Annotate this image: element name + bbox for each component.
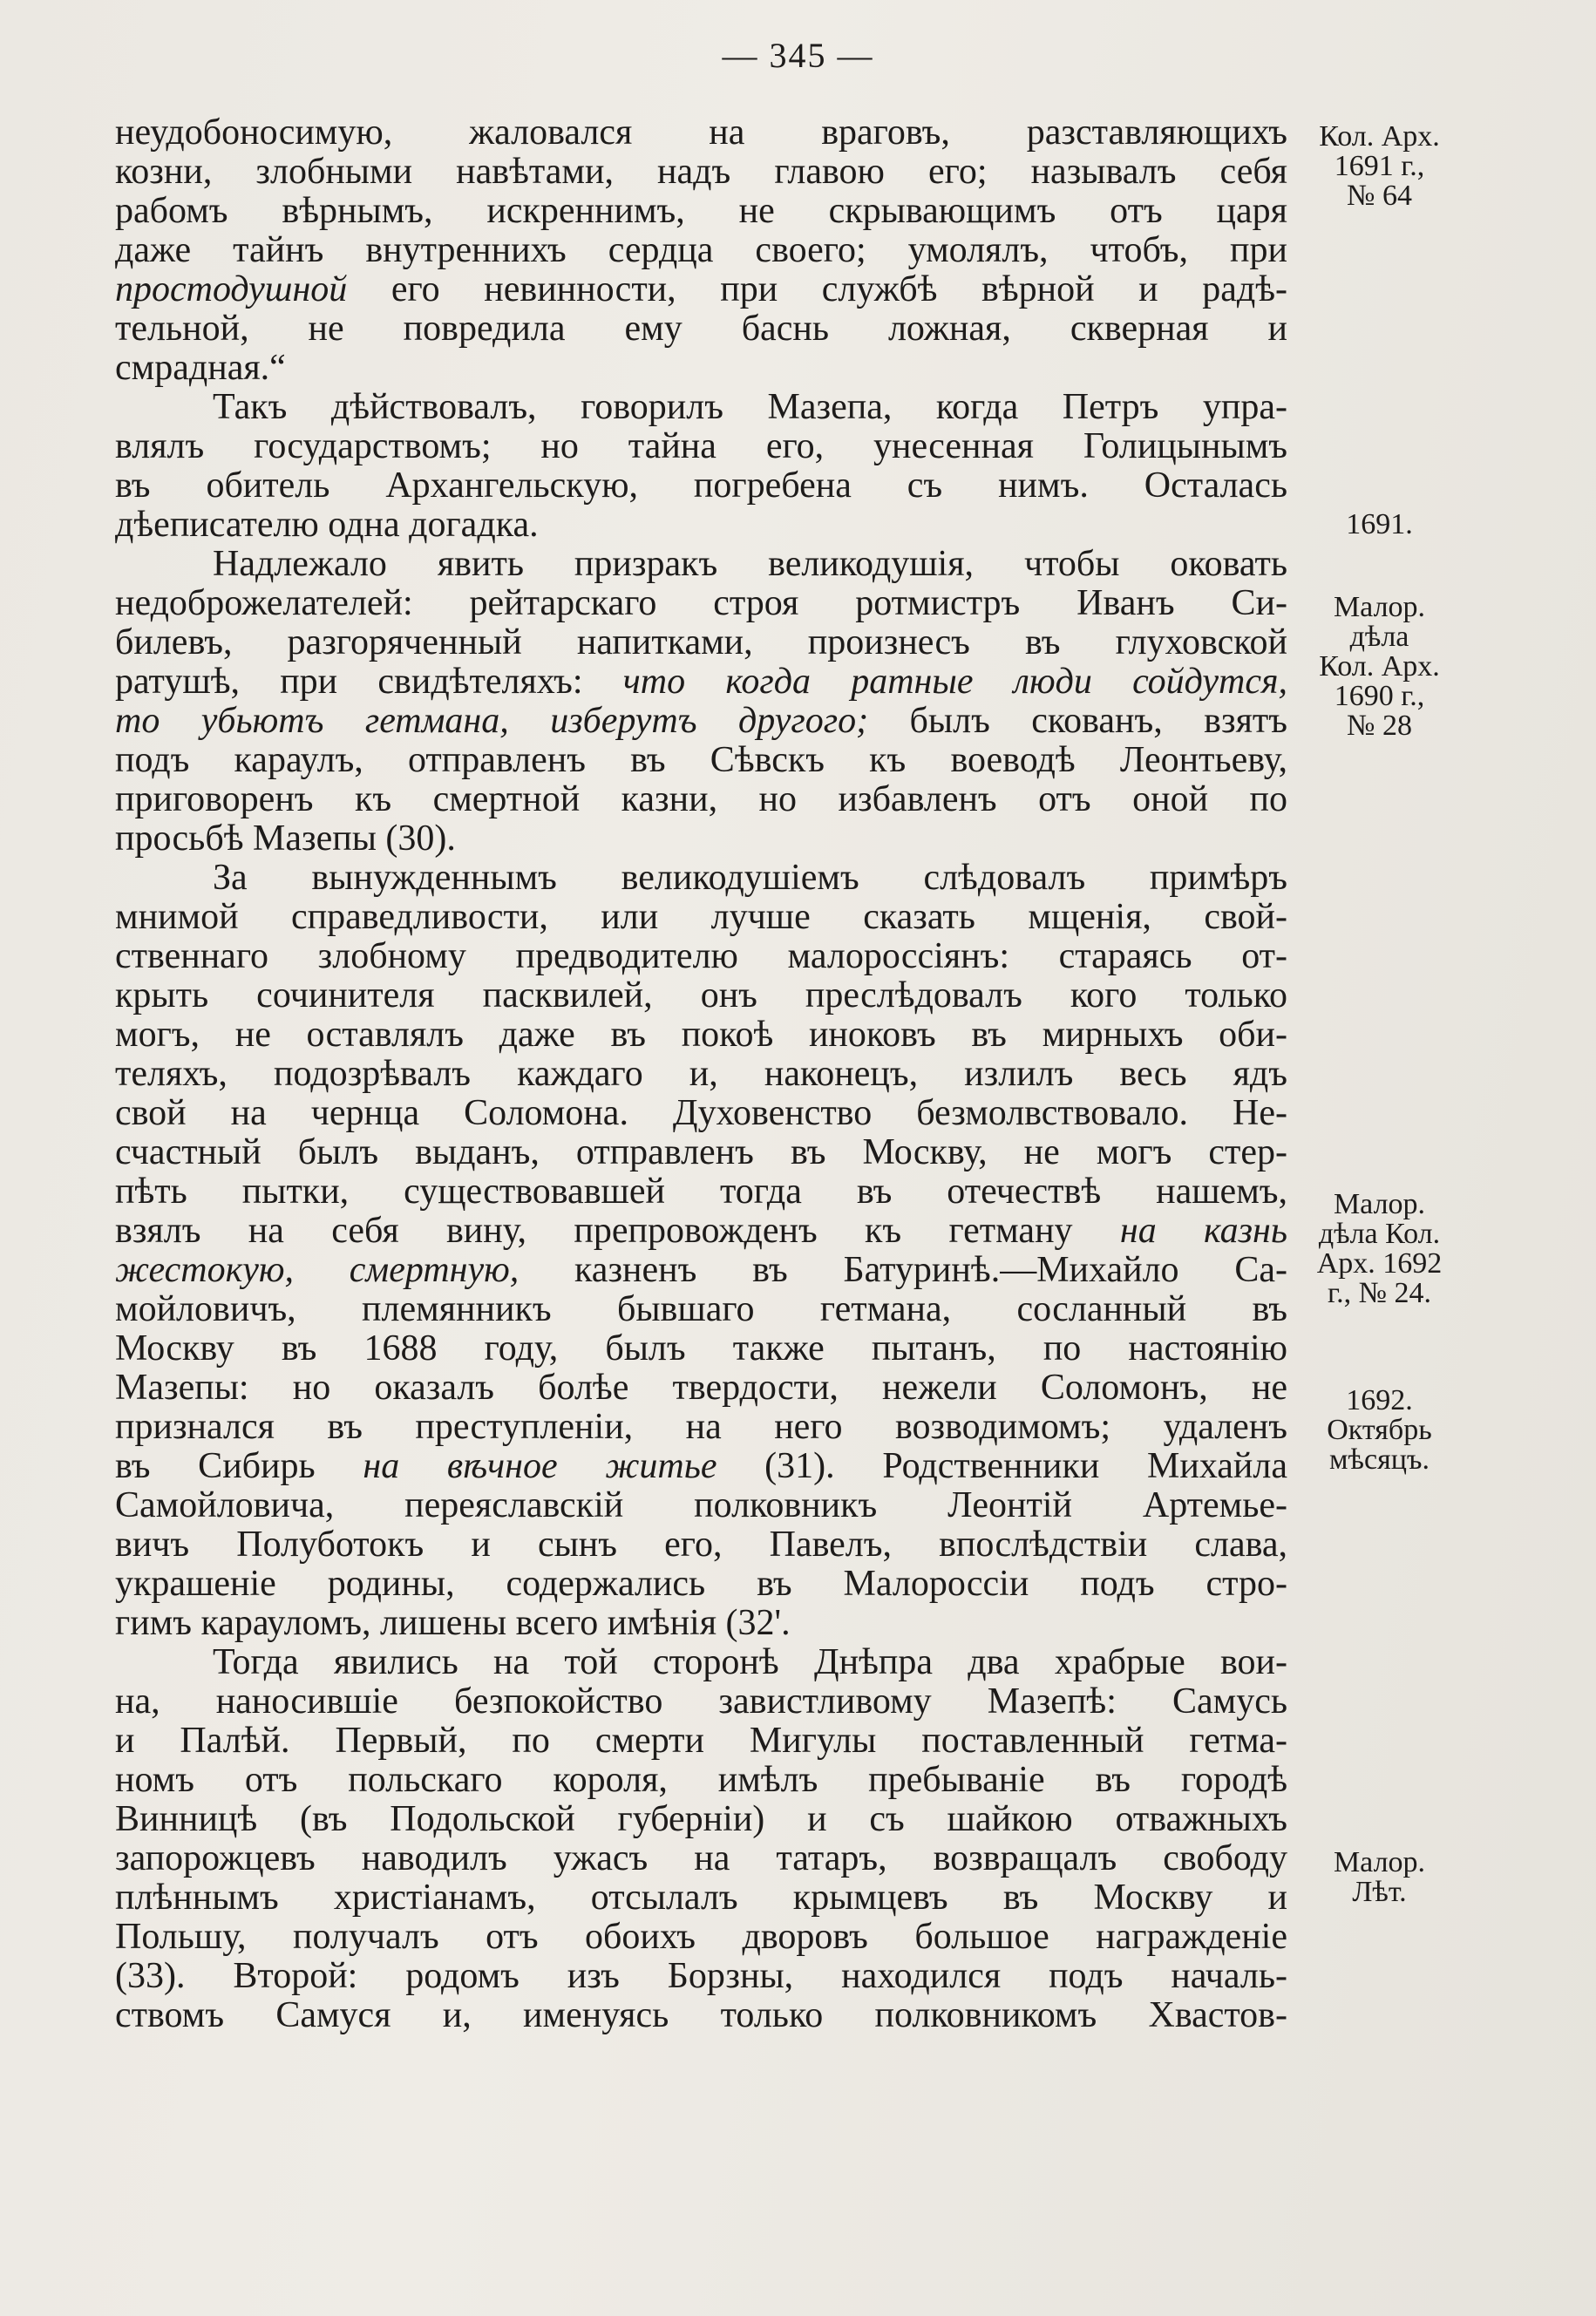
text-line: мойловичъ, племянникъ бывшаго гетмана, сосланный въ [115,1290,1287,1329]
text-line: номъ отъ польскаго короля, имѣлъ пребываніе въ городѣ [115,1761,1287,1800]
margin-note-line: мѣсяцъ. [1329,1443,1430,1476]
italic-span: на вѣчное житье [363,1447,717,1486]
margin-note-line: № 64 [1347,180,1412,212]
margin-note [1290,1848,1469,1907]
text-line: (33). Второй: родомъ изъ Борзны, находился подъ началь- [115,1957,1287,1996]
margin-note-line: Малор. [1333,591,1426,623]
text-line: на, наносившіе безпокойство завистливому Мазепѣ: Самусь [115,1682,1287,1722]
text-line: ствомъ Самуся и, именуясь только полковникомъ Хвастов- [115,1996,1287,2035]
text-line: подъ караулъ, отправленъ въ Сѣвскъ къ воеводѣ Леонтьеву, [115,741,1287,780]
text-line [115,1447,1287,1486]
text-line: Москву въ 1688 году, былъ также пытанъ, по настоянію [115,1329,1287,1369]
text-line: запорожцевъ наводилъ ужасъ на татаръ, возвращалъ свободу [115,1839,1287,1878]
text-line: теляхъ, подозрѣвалъ каждаго и, наконецъ, излилъ весь ядъ [115,1055,1287,1094]
text-line: приговоренъ къ смертной казни, но избавленъ отъ оной по [115,780,1287,819]
text-span: былъ скованъ, взятъ [868,702,1287,741]
main-text [115,113,1287,2035]
margin-note-line: Кол. Арх. [1319,120,1440,153]
text-line: Самойловича, переяславскій полковникъ Леонтій Артемье- [115,1486,1287,1525]
margin-note-line: № 28 [1347,710,1412,742]
text-span: въ Сибирь [115,1447,363,1486]
text-line [115,1212,1287,1251]
margin-note [1290,1190,1469,1308]
text-line: пѣть пытки, существовавшей тогда въ отечествѣ нашемъ, [115,1172,1287,1212]
margin-note [1290,122,1469,211]
text-span: казненъ въ Батуринѣ.—Михайло Са- [519,1251,1287,1290]
text-span: (31). Родственники Михайла [717,1447,1287,1486]
text-line: влялъ государствомъ; но тайна его, унесенная Голицынымъ [115,427,1287,466]
margin-note-line: Малор. [1333,1188,1426,1220]
text-line: Такъ дѣйствовалъ, говорилъ Мазепа, когда Петръ упра- [213,388,1287,427]
margin-note-line: 1691 г., [1334,150,1425,182]
text-line: счастный былъ выданъ, отправленъ въ Москву, не могъ стер- [115,1133,1287,1172]
margin-note-line: Кол. Арх. [1319,650,1440,683]
text-line: вичъ Полуботокъ и сынъ его, Павелъ, впослѣдствіи слава, [115,1525,1287,1565]
text-line: Мазепы: но оказалъ болѣе твердости, нежели Соломонъ, не [115,1369,1287,1408]
text-line: ственнаго злобному предводителю малороссіянъ: стараясь от- [115,937,1287,976]
italic-span: что когда ратные люди сойдутся, [622,662,1287,702]
text-line: крыть сочинителя пасквилей, онъ преслѣдовалъ кого только [115,976,1287,1015]
text-line: и Палѣй. Первый, по смерти Мигулы поставленный гетма- [115,1722,1287,1761]
text-line: могъ, не оставлялъ даже въ покоѣ иноковъ въ мирныхъ оби- [115,1015,1287,1055]
text-line: мнимой справедливости, или лучше сказать мщенія, свой- [115,898,1287,937]
margin-note-line: Лѣт. [1352,1876,1407,1908]
margin-note-line: г., № 24. [1327,1277,1432,1309]
text-line: Польшу, получалъ отъ обоихъ дворовъ большое награжденіе [115,1918,1287,1957]
text-line: украшеніе родины, содержались въ Малороссіи подъ стро- [115,1565,1287,1604]
text-line: билевъ, разгоряченный напитками, произнесъ въ глуховской [115,623,1287,662]
text-line: Тогда явились на той сторонѣ Днѣпра два храбрые вои- [213,1643,1287,1682]
text-line: гимъ карауломъ, лишены всего имѣнія (32'. [115,1604,791,1643]
margin-note-line: дѣла [1349,621,1409,653]
text-line: просьбѣ Мазепы (30). [115,819,456,859]
italic-span: то убьютъ гетмана, изберутъ другого; [115,702,869,741]
margin-note-line: 1690 г., [1334,680,1425,712]
italic-span: жестокую, смертную, [115,1251,520,1290]
italic-span: на казнь [1119,1212,1287,1251]
text-line: тельной, не повредила ему баснь ложная, скверная и [115,309,1287,349]
text-line: За вынужденнымъ великодушіемъ слѣдовалъ примѣръ [213,859,1287,898]
text-line [115,702,1287,741]
text-span: взялъ на себя вину, препровожденъ къ гетману [115,1212,1120,1251]
margin-note [1290,593,1469,741]
text-line: недоброжелателей: рейтарскаго строя ротмистръ Иванъ Си- [115,584,1287,623]
margin-note-line: Малор. [1333,1846,1426,1878]
text-line: рабомъ вѣрнымъ, искреннимъ, не скрывающимъ отъ царя [115,192,1287,231]
text-line: свой на чернца Соломона. Духовенство безмолвствовало. Не- [115,1094,1287,1133]
text-line: смрадная.“ [115,349,286,388]
margin-note [1290,510,1469,540]
italic-span: простодушной [115,270,348,309]
margin-note-line: Арх. 1692 [1316,1247,1443,1280]
text-line: признался въ преступленіи, на него возводимомъ; удаленъ [115,1408,1287,1447]
text-line: дѣеписателю одна догадка. [115,506,539,545]
margin-note-line: дѣла Кол. [1318,1218,1441,1250]
text-line: даже тайнъ внутреннихъ сердца своего; умолялъ, чтобъ, при [115,231,1287,270]
margin-note-line: 1692. [1346,1384,1413,1416]
text-line: Винницѣ (въ Подольской губерніи) и съ шайкою отважныхъ [115,1800,1287,1839]
text-line [115,270,1287,309]
text-span: его невинности, при службѣ вѣрной и радѣ- [347,270,1287,309]
text-line [115,662,1287,702]
margin-note [1290,1386,1469,1475]
margin-note-line: 1691. [1346,508,1413,540]
text-line: Надлежало явить призракъ великодушія, чтобы оковать [213,545,1287,584]
text-line: козни, злобными навѣтами, надъ главою его; называлъ себя [115,153,1287,192]
text-span: ратушѣ, при свидѣтеляхъ: [115,662,623,702]
page-number: — 345 — [722,36,874,75]
margin-note-line: Октябрь [1327,1414,1432,1446]
text-line: неудобоносимую, жаловался на враговъ, разставляющихъ [115,113,1287,153]
text-line: плѣннымъ христіанамъ, отсылалъ крымцевъ въ Москву и [115,1878,1287,1918]
text-line [115,1251,1287,1290]
text-line: въ обитель Архангельскую, погребена съ нимъ. Осталась [115,466,1287,506]
